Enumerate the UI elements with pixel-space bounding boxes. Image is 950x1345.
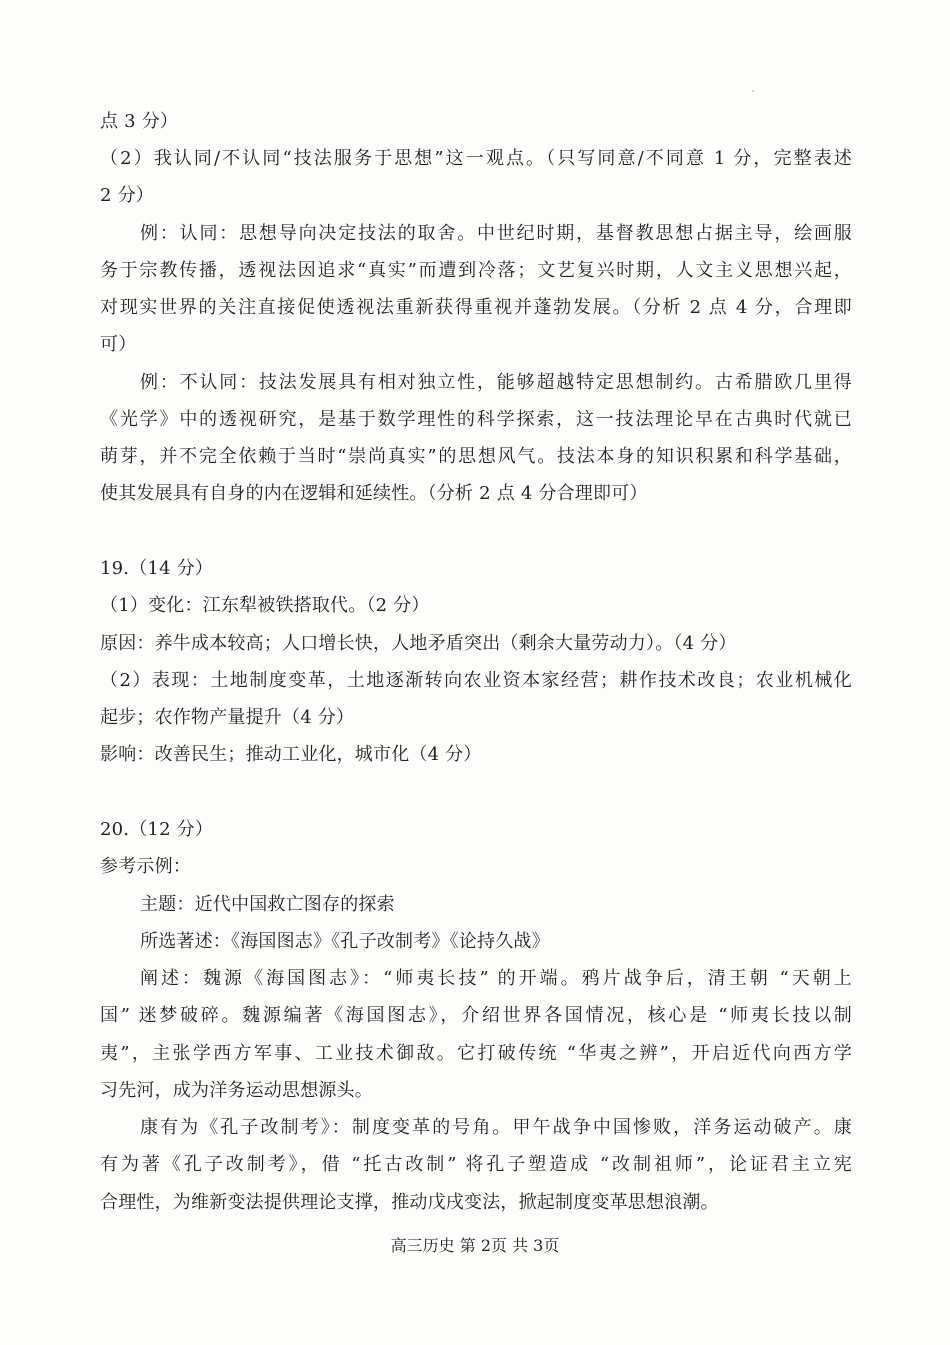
- question-heading: 20.（12 分）: [100, 819, 214, 840]
- text-line: 使其发展具有自身的内在逻辑和延续性。（分析 2 点 4 分合理即可）: [100, 483, 648, 504]
- text-line: 主题：近代中国救亡图存的探索: [140, 894, 395, 915]
- text-line: 起步；农作物产量提升（4 分）: [100, 707, 355, 728]
- text-line: 萌芽，并不完全依赖于当时“崇尚真实”的思想风气。技法本身的知识积累和科学基础，: [100, 446, 852, 467]
- text-line: 原因：养牛成本较高；人口增长快，人地矛盾突出（剩余大量劳动力）。（4 分）: [100, 633, 737, 654]
- text-line: 阐述：魏源《海国图志》：“师夷长技” 的开端。鸦片战争后，清王朝 “天朝上: [140, 968, 852, 989]
- text-line: 夷”，主张学西方军事、工业技术御敌。它打破传统 “华夷之辨”，开启近代向西方学: [100, 1043, 852, 1064]
- text-line: （2）表现：土地制度变革，土地逐渐转向农业资本家经营；耕作技术改良；农业机械化: [100, 670, 852, 691]
- text-line: （2）我认同/不认同“技法服务于思想”这一观点。（只写同意/不同意 1 分，完整表述: [100, 148, 852, 169]
- text-line: 例：认同：思想导向决定技法的取舍。中世纪时期，基督教思想占据主导，绘画服: [140, 223, 852, 244]
- text-line: 影响：改善民生；推动工业化，城市化（4 分）: [100, 744, 482, 765]
- text-line: 合理性，为维新变法提供理论支撑，推动戊戌变法，掀起制度变革思想浪潮。: [100, 1192, 719, 1213]
- text-line: 国” 迷梦破碎。魏源编著《海国图志》，介绍世界各国情况，核心是 “师夷长技以制: [100, 1005, 852, 1026]
- text-line: （1）变化：江东犁被铁搭取代。（2 分）: [100, 595, 430, 616]
- text-line: 点 3 分）: [100, 111, 179, 132]
- text-line: 可）: [100, 334, 137, 355]
- scan-speck: [752, 90, 754, 92]
- text-line: 例：不认同：技法发展具有相对独立性，能够超越特定思想制约。古希腊欧几里得: [140, 372, 852, 393]
- text-line: 有为著《孔子改制考》，借 “托古改制” 将孔子塑造成 “改制祖师”，论证君主立宪: [100, 1154, 852, 1175]
- text-line: 所选著述：《海国图志》《孔子改制考》《论持久战》: [140, 931, 550, 952]
- text-line: 习先河，成为洋务运动思想源头。: [100, 1080, 373, 1101]
- page-footer: 高三历史 第 2页 共 3页: [390, 1236, 560, 1255]
- text-line: 务于宗教传播，透视法因追求“真实”而遭到冷落；文艺复兴时期，人文主义思想兴起，: [100, 260, 852, 281]
- text-line: 参考示例：: [100, 856, 191, 877]
- text-line: 2 分）: [100, 185, 154, 206]
- text-line: 对现实世界的关注直接促使透视法重新获得重视并蓬勃发展。（分析 2 点 4 分，合理即: [100, 297, 852, 318]
- question-heading: 19.（14 分）: [100, 558, 214, 579]
- text-line: 《光学》中的透视研究，是基于数学理性的科学探索，这一技法理论早在古典时代就已: [100, 409, 852, 430]
- text-line: 康有为《孔子改制考》：制度变革的号角。甲午战争中国惨败，洋务运动破产。康: [140, 1117, 852, 1138]
